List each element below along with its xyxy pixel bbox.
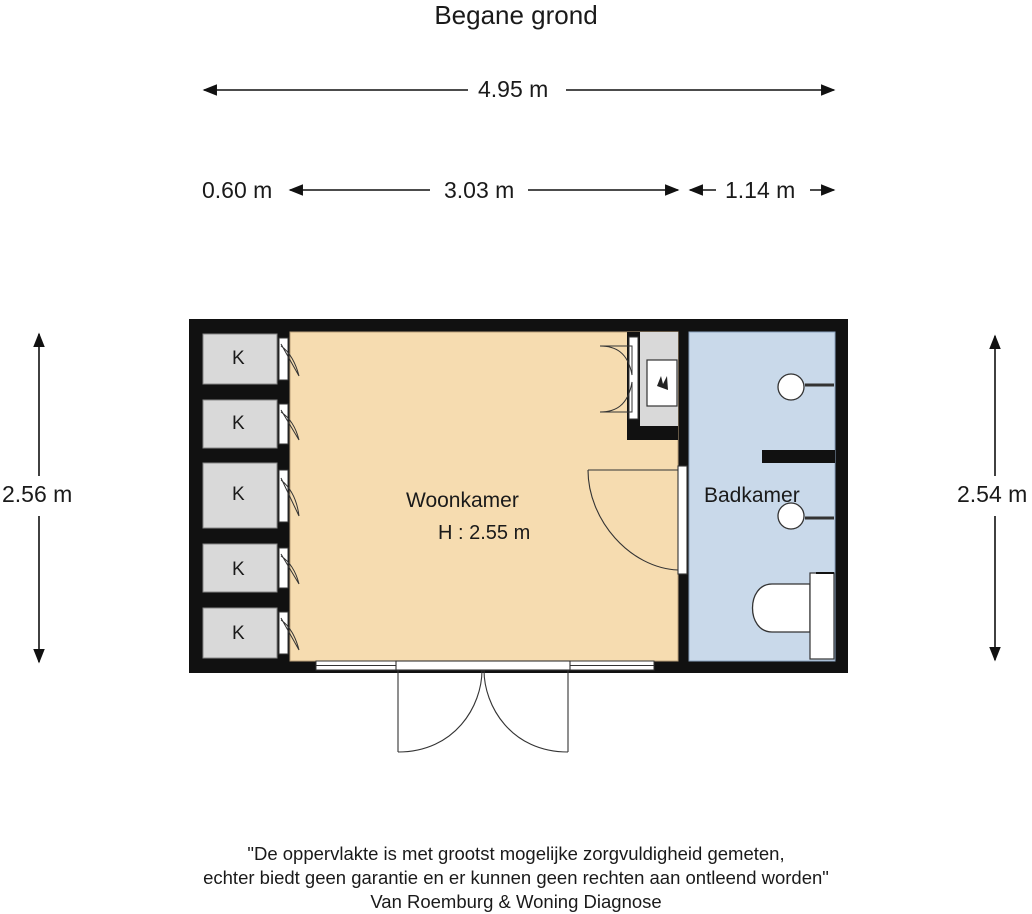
kast-label-5: K [232,623,245,644]
disclaimer-line-2: echter biedt geen garantie en er kunnen geen rechten aan ontleend worden" [203,867,829,888]
height-right-label: 2.54 m [957,481,1028,507]
segment-left-label: 0.60 m [202,177,273,203]
kast-label-1: K [232,348,245,369]
total-width-label: 4.95 m [478,76,549,102]
disclaimer-line-3: Van Roemburg & Woning Diagnose [370,891,662,912]
segment-middle-label: 3.03 m [444,177,515,203]
badkamer-partition [762,450,835,463]
woonkamer-height-label: H : 2.55 m [438,522,531,544]
kast-label-3: K [232,484,245,505]
front-door [396,661,570,752]
boiler-icon [647,360,677,406]
boiler-closet-wall-bottom [627,426,678,440]
kast-label-4: K [232,559,245,580]
woonkamer-label: Woonkamer [406,489,519,512]
segment-right-label: 1.14 m [725,177,796,203]
disclaimer [0,842,1032,914]
kast-label-2: K [232,413,245,434]
badkamer-label: Badkamer [704,484,800,507]
plan-title: Begane grond [434,0,598,30]
height-left-label: 2.56 m [2,481,73,507]
disclaimer-line-1: "De oppervlakte is met grootst mogelijke zorgvuldigheid gemeten, [247,843,785,864]
